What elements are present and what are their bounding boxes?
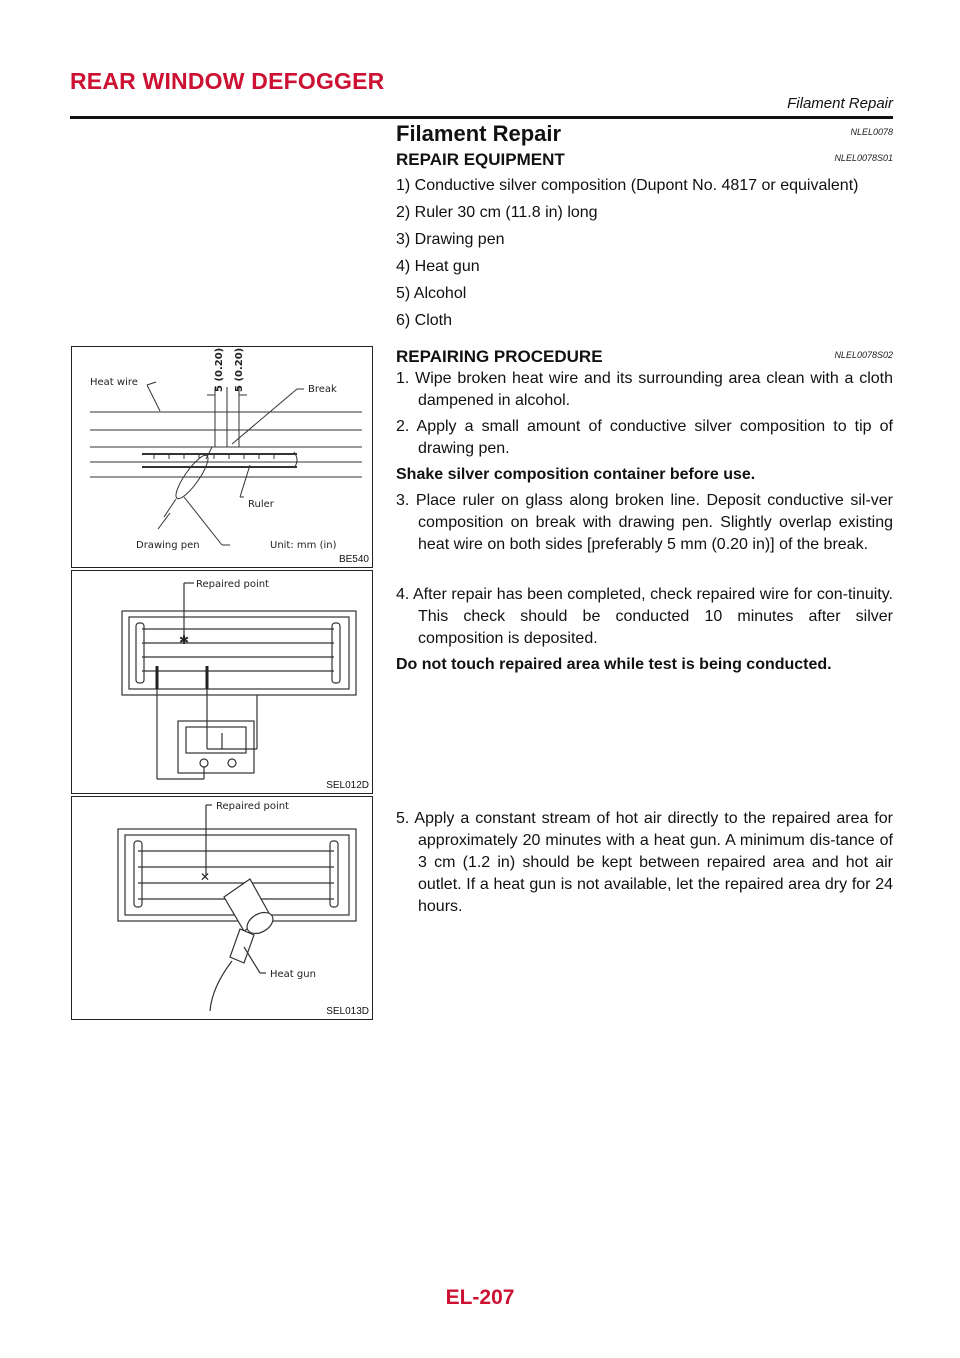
list-item: 5) Alcohol <box>396 285 467 302</box>
repair-diagram <box>72 347 372 567</box>
equipment-title <box>396 149 893 171</box>
step-3: 3. Place ruler on glass along broken line. Deposit conductive sil-ver composition on break with drawing pen. Slightly overlap existing heat wire on both sides [preferably 5 mm (0.20 in)] of the break. <box>396 492 893 553</box>
list-item: 1) Conductive silver composition (Dupont No. 4817 or equivalent) <box>396 177 859 194</box>
step-2: 2. Apply a small amount of conductive silver composition to tip of drawing pen. <box>396 418 893 457</box>
procedure-title-text: REPAIRING PROCEDURE <box>396 347 603 366</box>
step-1: 1. Wipe broken heat wire and its surrounding area clean with a cloth dampened in alcohol. <box>396 370 893 409</box>
figure-sel013d <box>71 796 373 1020</box>
section-title <box>396 121 893 147</box>
list-item: 6) Cloth <box>396 312 453 329</box>
equipment-section <box>396 121 893 337</box>
figure-be540 <box>71 346 373 568</box>
note-do-not-touch: Do not touch repaired area while test is being conducted. <box>396 656 832 673</box>
label-dim-b: 5 (0.20) <box>234 347 245 392</box>
procedure-step5-block <box>396 808 893 922</box>
step-4: 4. After repair has been completed, check repaired wire for con-tinuity. This check should be conducted 10 minutes after silver composition is deposited. <box>396 586 893 647</box>
label-break: Break <box>308 384 337 395</box>
section-title-text: Filament Repair <box>396 121 562 146</box>
header-rule <box>70 116 893 119</box>
repaired-point-mark: ✱ <box>179 633 190 647</box>
equipment-list <box>396 175 893 332</box>
section-code: NLEL0078 <box>850 127 893 137</box>
equipment-code: NLEL0078S01 <box>834 153 893 163</box>
continuity-test-diagram <box>72 571 372 793</box>
label-drawing-pen: Drawing pen <box>136 540 200 551</box>
figure-code-be540: BE540 <box>338 554 369 565</box>
step-5: 5. Apply a constant stream of hot air directly to the repaired area for approximately 20 minutes with a heat gun. A minimum dis-tance of 3 cm (1.2 in) should be kept between repaired area and hot air outlet. If a heat gun is not available, let the repaired area dry for 24 hours. <box>396 810 893 915</box>
figure-sel012d <box>71 570 373 794</box>
equipment-title-text: REPAIR EQUIPMENT <box>396 150 565 169</box>
label-ruler: Ruler <box>248 499 274 510</box>
header-subtitle: Filament Repair <box>787 95 893 112</box>
figure-code-sel013d: SEL013D <box>326 1006 369 1017</box>
list-item: 4) Heat gun <box>396 258 480 275</box>
note-shake: Shake silver composition container before use. <box>396 466 756 483</box>
label-dim-a: 5 (0.20) <box>214 347 225 392</box>
label-heat-wire: Heat wire <box>90 377 138 388</box>
heat-gun-diagram <box>72 797 372 1019</box>
procedure-title <box>396 346 893 368</box>
repaired-point-mark: ✕ <box>200 870 211 884</box>
label-unit: Unit: mm (in) <box>270 540 337 551</box>
figure-code-sel012d: SEL012D <box>326 780 369 791</box>
label-repaired-point: Repaired point <box>216 801 289 812</box>
label-repaired-point: Repaired point <box>196 579 269 590</box>
label-heat-gun: Heat gun <box>270 969 316 980</box>
procedure-step4-block <box>396 584 893 680</box>
list-item: 2) Ruler 30 cm (11.8 in) long <box>396 204 598 221</box>
procedure-section <box>396 346 893 560</box>
list-item: 3) Drawing pen <box>396 231 505 248</box>
page-number: EL-207 <box>445 1286 515 1309</box>
procedure-code: NLEL0078S02 <box>834 350 893 360</box>
header-title: REAR WINDOW DEFOGGER <box>70 68 385 94</box>
